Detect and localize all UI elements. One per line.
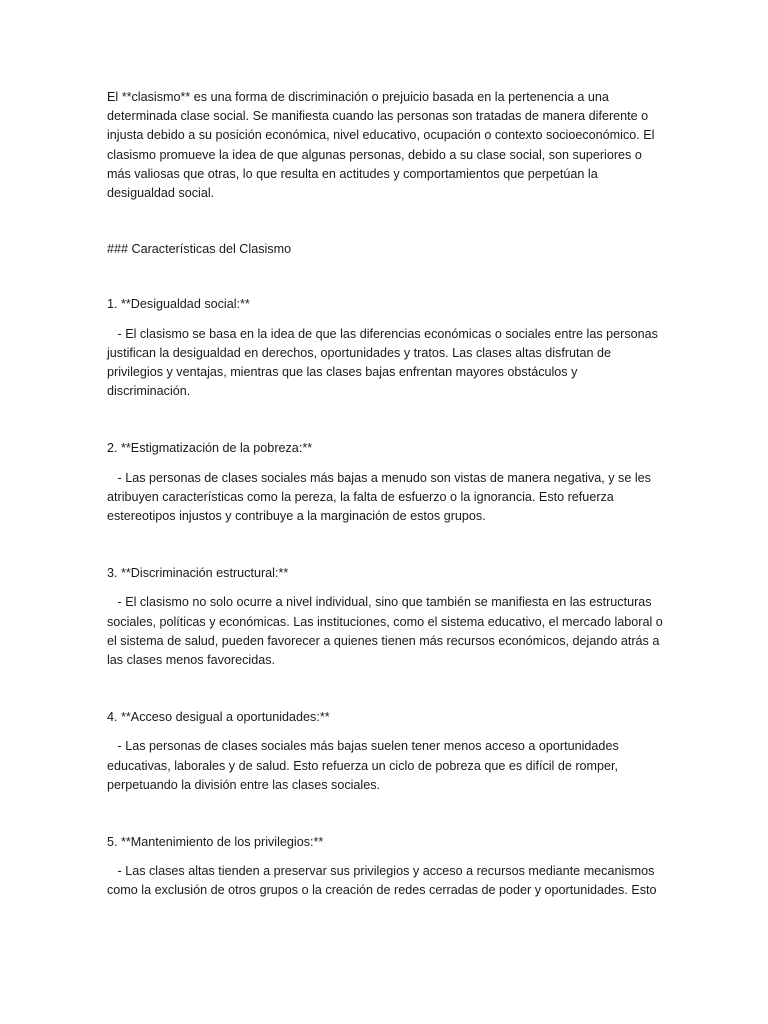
item-title-3: 3. **Discriminación estructural:** (107, 566, 289, 581)
item-body-5: - Las clases altas tienden a preservar sus privilegios y acceso a recursos mediante mecanismos como la exclusión de otros grupos o la creación de redes cerradas de poder y oportunidades. Esto (107, 864, 658, 898)
item-body-4: - Las personas de clases sociales más bajas suelen tener menos acceso a oportunidades educativas, laborales y de salud. Esto refuerza un ciclo de pobreza que es difícil de romper, perpetuando la división entre las clases sociales. (107, 739, 623, 792)
item-body-2: - Las personas de clases sociales más bajas a menudo son vistas de manera negativa, y se les atribuyen características como la pereza, la falta de esfuerzo o la ignorancia. Esto refuerza estereotipos injustos y contribuye a la marginación de estos grupos. (107, 470, 655, 524)
item-title-1: 1. **Desigualdad social:** (107, 297, 250, 312)
item-title-2: 2. **Estigmatización de la pobreza:** (107, 441, 313, 456)
intro-paragraph: El **clasismo** es una forma de discriminación o prejuicio basada en la pertenencia a una determinada clase social. Se manifiesta cuando las personas son tratadas de manera diferente o injusta debido a su posición económica, nivel educativo, ocupación o contexto socioeconómico. El clasismo promueve la idea de que algunas personas, debido a su clase social, son superiores o más valiosas que otras, lo que resulta en actitudes y comportamientos que perpetúan la desigualdad social. (107, 90, 658, 201)
item-body-1: - El clasismo se basa en la idea de que las diferencias económicas o sociales entre las personas justifican la desigualdad en derechos, oportunidades y tratos. Las clases altas disfrutan de privilegios y ventajas, mientras que las clases bajas enfrentan mayores obstáculos y discriminación. (107, 326, 662, 399)
section-heading: ### Características del Clasismo (107, 242, 292, 257)
item-body-3: - El clasismo no solo ocurre a nivel individual, sino que también se manifiesta en las estructuras sociales, políticas y económicas. Las instituciones, como el sistema educativo, el mercado laboral o el sistema de salud, pueden favorecer a quienes tienen más recursos económicos, dejando atrás a las clases menos favorecidas. (107, 595, 667, 668)
item-title-5: 5. **Mantenimiento de los privilegios:** (107, 835, 324, 850)
document-content (107, 88, 667, 901)
item-title-4: 4. **Acceso desigual a oportunidades:** (107, 710, 330, 725)
